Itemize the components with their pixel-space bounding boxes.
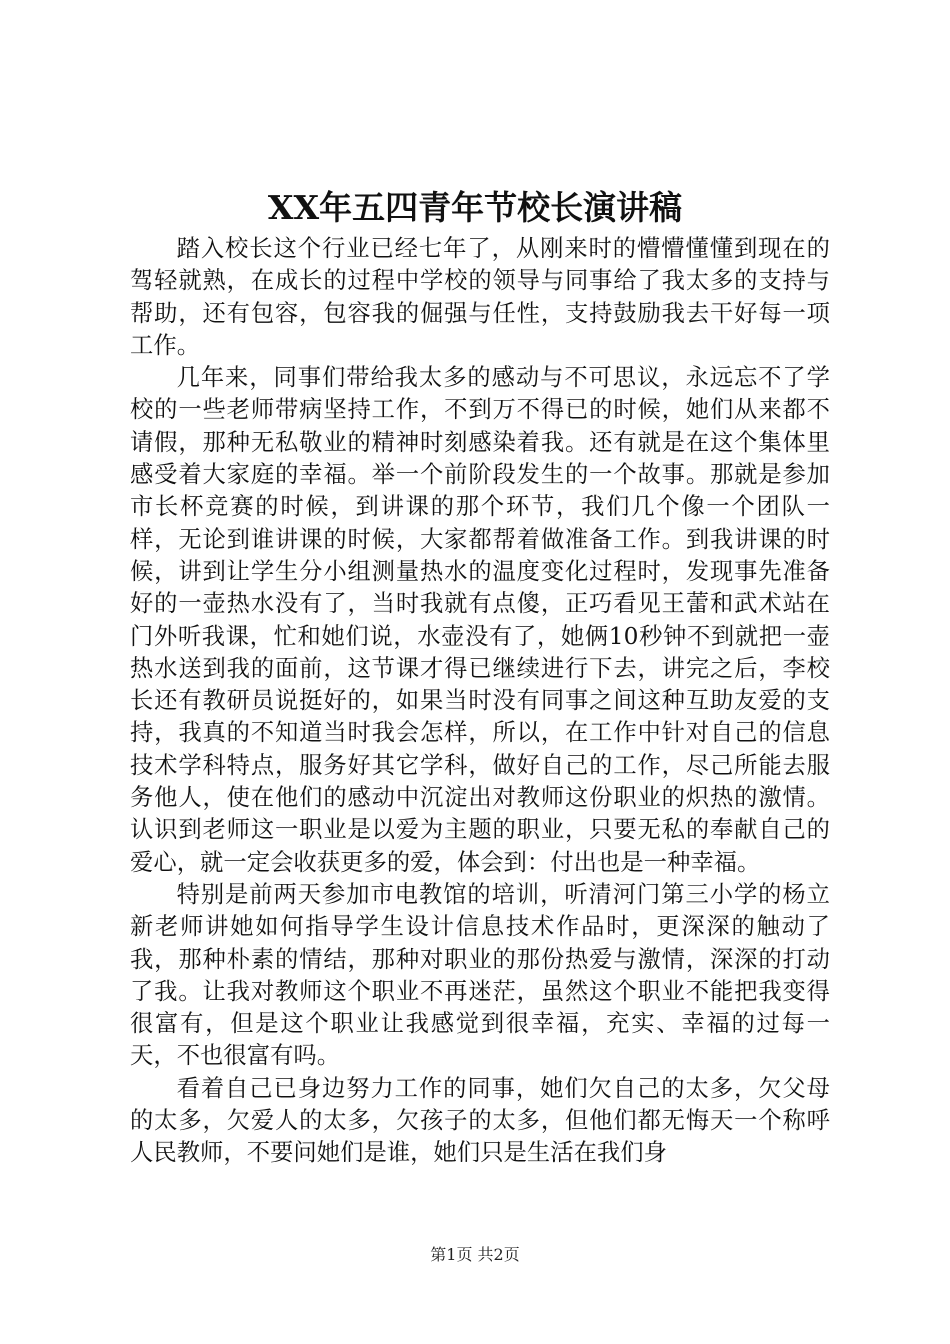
- page-footer: [0, 1244, 950, 1266]
- page-number-current: 第1页: [430, 1245, 473, 1264]
- document-body: [130, 233, 830, 1170]
- paragraph-3: 特别是前两天参加市电教馆的培训，听清河门第三小学的杨立新老师讲她如何指导学生设计信息技术作品时，更深深的触动了我，那种朴素的情结，那种对职业的那份热爱与激情，深深的打动了我。让我对教师这个职业不再迷茫，虽然这个职业不能把我变得很富有，但是这个职业让我感觉到很幸福，充实、幸福的过每一天，不也很富有吗。: [130, 880, 830, 1070]
- page-number-total: 共2页: [477, 1245, 520, 1264]
- paragraph-4: 看着自己已身边努力工作的同事，她们欠自己的太多，欠父母的太多，欠爱人的太多，欠孩子的太多，但他们都无悔天一个称呼人民教师，不要问她们是谁，她们只是生活在我们身: [130, 1074, 830, 1167]
- document-title: XX年五四青年节校长演讲稿: [267, 188, 683, 227]
- paragraph-2: 几年来，同事们带给我太多的感动与不可思议，永远忘不了学校的一些老师带病坚持工作，不到万不得已的时候，她们从来都不请假，那种无私敬业的精神时刻感染着我。还有就是在这个集体里感受着大家庭的幸福。举一个前阶段发生的一个故事。那就是参加市长杯竞赛的时候，到讲课的那个环节，我们几个像一个团队一样，无论到谁讲课的时候，大家都帮着做准备工作。到我讲课的时候，讲到让学生分小组测量热水的温度变化过程时，发现事先准备好的一壶热水没有了，当时我就有点傻，正巧看见王蕾和武术站在门外听我课，忙和她们说，水壶没有了，她俩10秒钟不到就把一壶热水送到我的面前，这节课才得已继续进行下去，讲完之后，李校长还有教研员说挺好的，如果当时没有同事之间这种互助友爱的支持，我真的不知道当时我会怎样，所以，在工作中针对自己的信息技术学科特点，服务好其它学科，做好自己的工作，尽己所能去服务他人，使在他们的感动中沉淀出对教师这份职业的炽热的激情。认识到老师这一职业是以爱为主题的职业，只要无私的奉献自己的爱心，就一定会收获更多的爱，体会到：付出也是一种幸福。: [130, 364, 830, 876]
- paragraph-1: 踏入校长这个行业已经七年了，从刚来时的懵懵懂懂到现在的驾轻就熟，在成长的过程中学校的领导与同事给了我太多的支持与帮助，还有包容，包容我的倔强与任性，支持鼓励我去干好每一项工作。: [130, 235, 830, 359]
